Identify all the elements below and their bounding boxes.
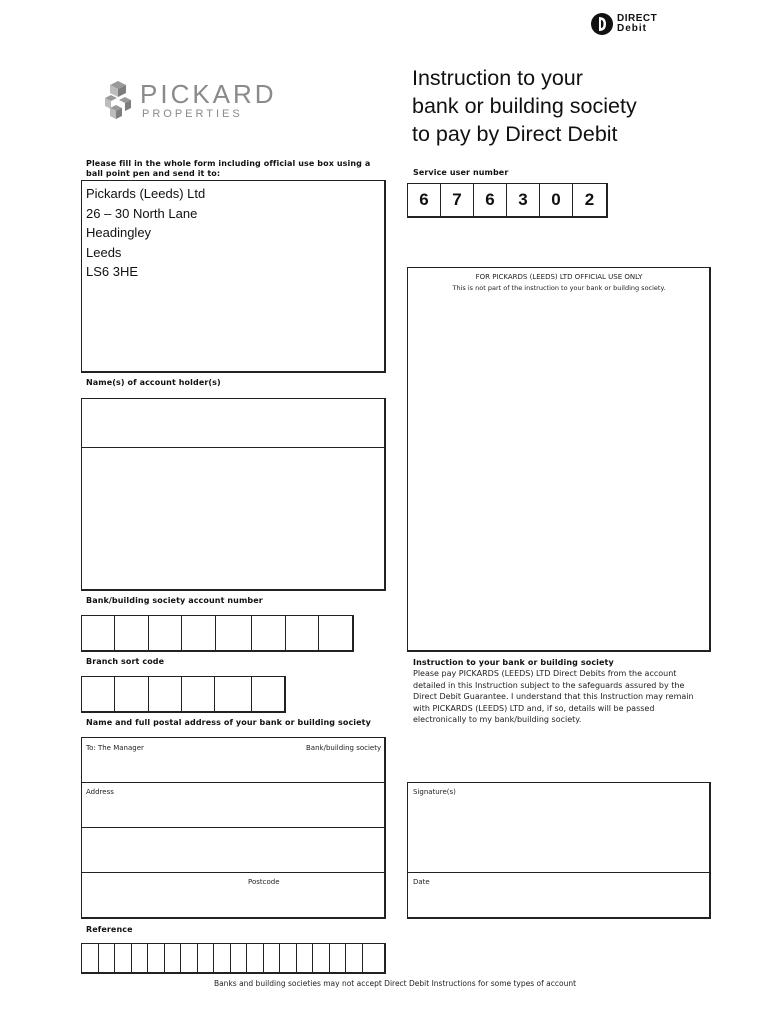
company-name: PICKARD — [140, 79, 277, 109]
cubes-logo-icon — [104, 81, 132, 121]
service-digit: 6 — [408, 184, 441, 216]
send-to-address: Pickards (Leeds) Ltd 26 – 30 North Lane Headingley Leeds LS6 3HE — [86, 186, 206, 279]
reference-field[interactable] — [81, 943, 386, 974]
service-user-label: Service user number — [413, 168, 509, 177]
signature-divider — [408, 872, 709, 873]
service-digit: 0 — [540, 184, 573, 216]
account-number-field[interactable] — [81, 615, 354, 652]
fill-instruction: Please fill in the whole form including official use box using a ball point pen and send it to: — [86, 159, 371, 178]
footer-note: Banks and building societies may not accept Direct Debit Instructions for some types of account — [213, 979, 577, 988]
dd-logo-text-2: Debit — [617, 23, 647, 34]
direct-debit-icon — [590, 12, 614, 36]
service-user-number — [407, 183, 608, 218]
bank-address-divider — [82, 872, 384, 873]
instruction-title: Instruction to your bank or building society — [413, 658, 614, 667]
service-digit: 7 — [441, 184, 474, 216]
official-use-title: FOR PICKARDS (LEEDS) LTD OFFICIAL USE ONLY — [475, 273, 643, 281]
account-number-label: Bank/building society account number — [86, 596, 263, 605]
signature-label: Signature(s) — [413, 788, 456, 796]
sort-code-label: Branch sort code — [86, 657, 165, 666]
account-holder-divider — [82, 447, 384, 448]
page-title: Instruction to your bank or building society to pay by Direct Debit — [412, 66, 637, 146]
bank-address-label: Name and full postal address of your bank or building society — [86, 718, 371, 727]
bank-address-divider — [82, 782, 384, 783]
address-label: Address — [86, 788, 114, 796]
service-digit: 6 — [474, 184, 507, 216]
account-holder-field[interactable] — [81, 398, 386, 591]
direct-debit-logo — [590, 12, 670, 36]
instruction-body: Please pay PICKARDS (LEEDS) LTD Direct Debits from the account detailed in this Instruction subject to the safeguards assured by the Direct Debit Guarantee. I understand that this Instruction may remain with PICKARDS (LEEDS) LTD and, if so, details will be passed electronically to my bank/building society. — [413, 669, 694, 724]
service-digit: 3 — [507, 184, 540, 216]
date-label: Date — [413, 878, 430, 886]
pickard-logo — [104, 80, 304, 124]
bank-address-divider — [82, 827, 384, 828]
postcode-label: Postcode — [248, 878, 280, 886]
account-holder-label: Name(s) of account holder(s) — [86, 378, 221, 387]
official-use-box[interactable] — [407, 267, 711, 652]
signature-date-box[interactable] — [407, 782, 711, 919]
bank-society-label: Bank/building society — [306, 744, 382, 752]
company-subname: PROPERTIES — [142, 108, 243, 120]
official-use-note: This is not part of the instruction to your bank or building society. — [452, 284, 666, 292]
to-manager-label: To: The Manager — [86, 744, 144, 752]
sort-code-field[interactable] — [81, 676, 286, 713]
bank-address-box[interactable] — [81, 737, 386, 919]
reference-label: Reference — [86, 925, 133, 934]
dd-logo-text-1: DIRECT — [617, 13, 658, 24]
service-digit: 2 — [584, 190, 595, 209]
